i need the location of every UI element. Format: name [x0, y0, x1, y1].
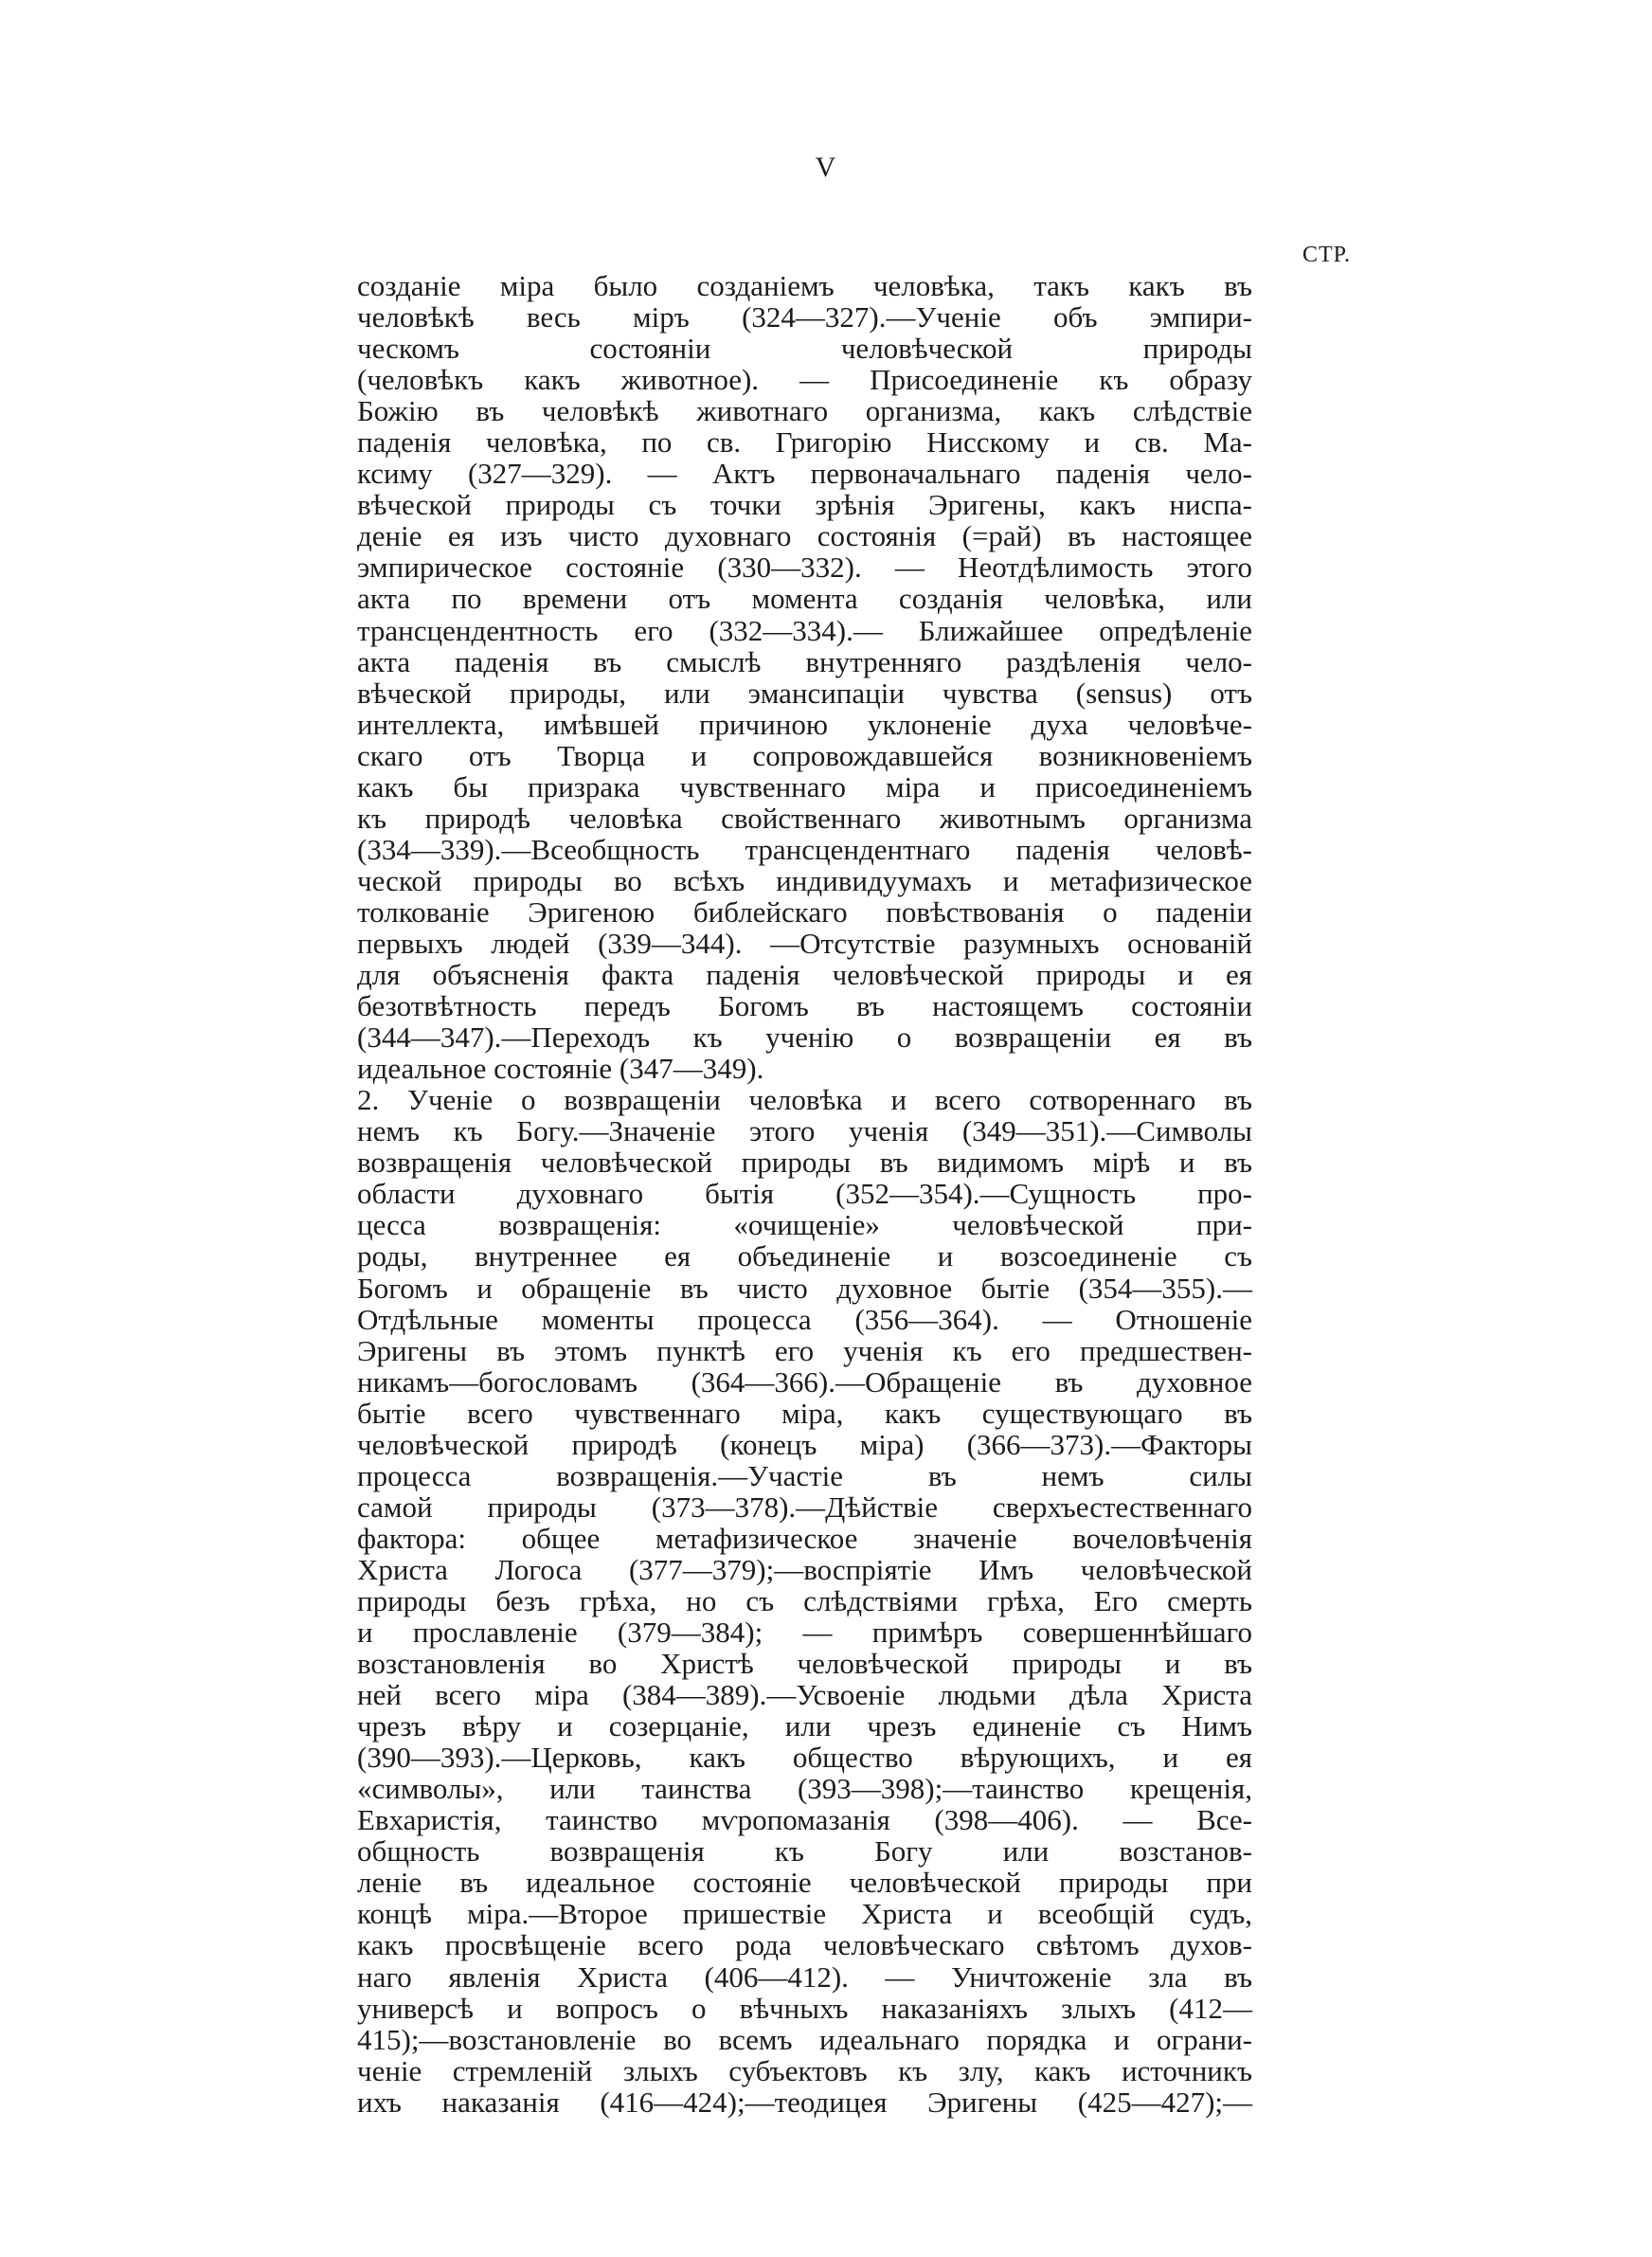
- text-line: акта паденія въ смыслѣ внутренняго раздѣленія чело-: [357, 644, 1252, 678]
- text-line: ксиму (327—329). — Актъ первоначальнаго паденія чело-: [357, 457, 1252, 491]
- text-line: (334—339).—Всеобщность трансцендентнаго паденія человѣ-: [357, 832, 1252, 866]
- text-line: созданіе міра было созданіемъ человѣка, такъ какъ въ: [357, 269, 1252, 302]
- page-column-header: СТР.: [1302, 243, 1352, 267]
- page-number: V: [815, 152, 837, 183]
- text-line: эмпирическое состояніе (330—332). — Неотдѣлимость этого: [357, 551, 1252, 585]
- text-line: самой природы (373—378).—Дѣйствіе сверхъестественнаго: [357, 1490, 1252, 1524]
- text-line: акта по времени отъ момента созданія человѣка, или: [357, 582, 1252, 616]
- text-line: наго явленія Христа (406—412). — Уничтоженіе зла въ: [357, 1959, 1252, 1994]
- text-line: Божію въ человѣкѣ животнаго организма, какъ слѣдствіе: [357, 394, 1252, 428]
- text-line: ихъ наказанія (416—424);—теодицея Эригены (425—427);—: [357, 2085, 1252, 2119]
- text-line: универсѣ и вопросъ о вѣчныхъ наказаніяхъ злыхъ (412—: [357, 1991, 1252, 2025]
- text-line: леніе въ идеальное состояніе человѣческой природы при: [357, 1866, 1252, 1900]
- text-line: Отдѣльные моменты процесса (356—364). — Отношеніе: [357, 1302, 1252, 1336]
- body-text: [357, 270, 1252, 2118]
- text-line: цесса возвращенія: «очищеніе» человѣческой при-: [357, 1208, 1252, 1242]
- text-line: ческомъ состояніи человѣческой природы: [357, 332, 1252, 366]
- text-line: человѣкѣ весь міръ (324—327).—Ученіе объ эмпири-: [357, 300, 1252, 334]
- text-line: какъ бы призрака чувственнаго міра и присоединеніемъ: [357, 769, 1252, 803]
- text-line: ченіе стремленій злыхъ субъектовъ къ злу, какъ источникъ: [357, 2053, 1252, 2087]
- text-line: роды, внутреннее ея объединеніе и возсоединеніе съ: [357, 1239, 1252, 1273]
- text-line: Эригены въ этомъ пунктѣ его ученія къ его предшествен-: [357, 1333, 1252, 1367]
- text-line: процесса возвращенія.—Участіе въ немъ силы: [357, 1458, 1252, 1492]
- text-line: никамъ—богословамъ (364—366).—Обращеніе въ духовное: [357, 1364, 1252, 1399]
- text-line: вѣческой природы съ точки зрѣнія Эригены, какъ ниспа-: [357, 488, 1252, 522]
- text-line: немъ къ Богу.—Значеніе этого ученія (349—351).—Символы: [357, 1114, 1252, 1148]
- text-line: Евхаристія, таинство мѵропомазанія (398—406). — Все-: [357, 1803, 1252, 1837]
- text-line: 415);—возстановленіе во всемъ идеальнаго порядка и ограни-: [357, 2022, 1252, 2056]
- text-line: толкованіе Эригеною библейскаго повѣствованія о паденіи: [357, 894, 1252, 929]
- text-line: Богомъ и обращеніе въ чисто духовное бытіе (354—355).—: [357, 1271, 1252, 1305]
- text-line: природы безъ грѣха, но съ слѣдствіями грѣха, Его смерть: [357, 1583, 1252, 1617]
- text-line: вѣческой природы, или эмансипаціи чувства (sensus) отъ: [357, 676, 1252, 710]
- text-line: общность возвращенія къ Богу или возстанов-: [357, 1834, 1252, 1869]
- text-line: интеллекта, имѣвшей причиною уклоненіе духа человѣче-: [357, 707, 1252, 741]
- text-line: идеальное состояніе (347—349).: [357, 1052, 764, 1086]
- text-line: скаго отъ Творца и сопровождавшейся возникновеніемъ: [357, 738, 1252, 772]
- text-line: (390—393).—Церковь, какъ общество вѣрующихъ, и ея: [357, 1741, 1252, 1775]
- text-line: какъ просвѣщеніе всего рода человѣческаго свѣтомъ духов-: [357, 1928, 1252, 1962]
- text-line: области духовнаго бытія (352—354).—Сущность про-: [357, 1177, 1252, 1211]
- text-line: фактора: общее метафизическое значеніе вочеловѣченія: [357, 1521, 1252, 1555]
- text-line: первыхъ людей (339—344). —Отсутствіе разумныхъ основаній: [357, 926, 1252, 960]
- text-line: къ природѣ человѣка свойственнаго животнымъ организма: [357, 801, 1252, 835]
- text-line: возвращенія человѣческой природы въ видимомъ мірѣ и въ: [357, 1146, 1252, 1180]
- text-line: возстановленія во Христѣ человѣческой природы и въ: [357, 1647, 1252, 1681]
- text-line: бытіе всего чувственнаго міра, какъ существующаго въ: [357, 1396, 1252, 1430]
- text-line: деніе ея изъ чисто духовнаго состоянія (=рай) въ настоящее: [357, 519, 1252, 553]
- text-line: (344—347).—Переходъ къ ученію о возвращеніи ея въ: [357, 1020, 1252, 1055]
- text-line: ней всего міра (384—389).—Усвоеніе людьми дѣла Христа: [357, 1678, 1252, 1712]
- text-line: чрезъ вѣру и созерцаніе, или чрезъ единеніе съ Нимъ: [357, 1709, 1252, 1743]
- text-line: (человѣкъ какъ животное). — Присоединеніе къ образу: [357, 363, 1252, 397]
- text-line: Христа Логоса (377—379);—воспріятіе Имъ человѣческой: [357, 1552, 1252, 1586]
- text-line: «символы», или таинства (393—398);—таинство крещенія,: [357, 1772, 1252, 1806]
- section-heading-line: 2. Ученіе о возвращеніи человѣка и всего сотвореннаго въ: [357, 1083, 1252, 1117]
- text-line: концѣ міра.—Второе пришествіе Христа и всеобщій судъ,: [357, 1897, 1252, 1931]
- text-line: трансцендентность его (332—334).— Ближайшее опредѣленіе: [357, 613, 1252, 647]
- text-line: и прославленіе (379—384); — примѣръ совершеннѣйшаго: [357, 1616, 1252, 1650]
- text-line: человѣческой природѣ (конецъ міра) (366—373).—Факторы: [357, 1427, 1252, 1461]
- text-line: паденія человѣка, по св. Григорію Нисскому и св. Ма-: [357, 425, 1252, 460]
- text-line: безотвѣтность передъ Богомъ въ настоящемъ состояніи: [357, 989, 1252, 1023]
- text-line: ческой природы во всѣхъ индивидуумахъ и метафизическое: [357, 863, 1252, 897]
- text-line: для объясненія факта паденія человѣческой природы и ея: [357, 958, 1252, 992]
